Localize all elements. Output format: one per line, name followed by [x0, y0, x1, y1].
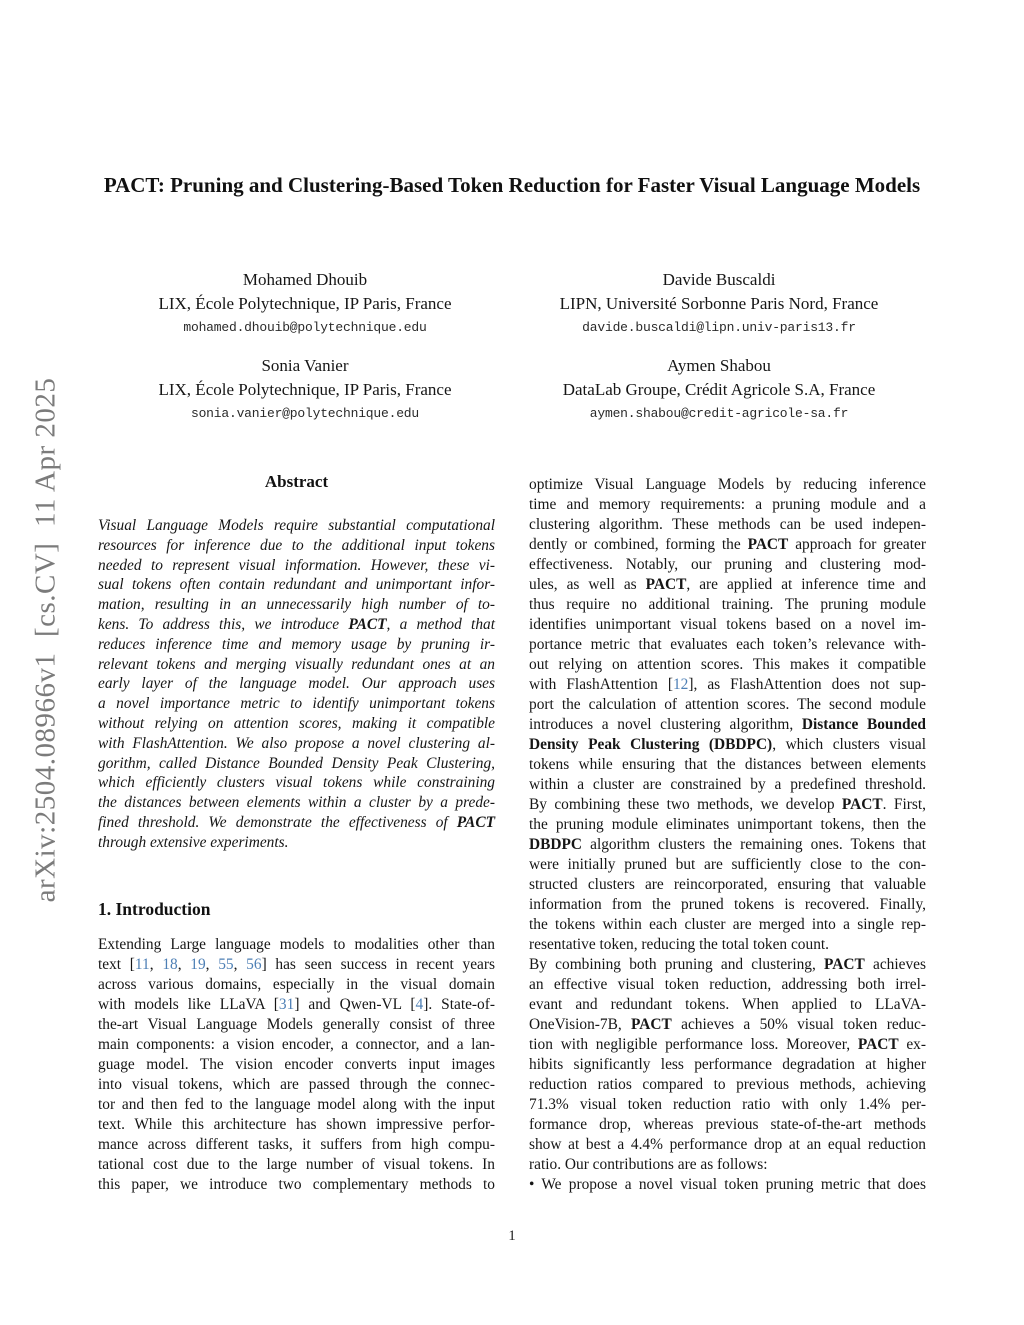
text-segment: Distance Bounded: [801, 716, 926, 733]
text-line: [529, 535, 926, 555]
text-line: [529, 1075, 926, 1095]
text-segment: approach for greater: [788, 536, 926, 553]
text-segment: information from the pruned tokens is recovered. Finally,: [529, 896, 926, 913]
text-segment: through extensive experiments.: [98, 833, 289, 851]
text-segment: , a method that: [386, 615, 495, 633]
text-segment: tor and then fed to the language model along with the input: [98, 1095, 495, 1113]
text-line: [529, 895, 926, 915]
text-line: [529, 475, 926, 495]
text-segment: , are applied at inference time and: [686, 576, 927, 593]
author-block: [98, 268, 512, 340]
text-line: [98, 575, 495, 595]
text-line: [529, 1095, 926, 1115]
text-segment: resources for inference due to the additional input tokens: [98, 536, 495, 554]
text-segment: reduces inference time and memory usage by pruning ir-: [98, 635, 495, 653]
author-affiliation: LIPN, Université Sorbonne Paris Nord, France: [559, 294, 879, 313]
text-segment: achieves: [864, 956, 926, 973]
text-segment: PACT: [747, 536, 789, 553]
text-segment: ,: [149, 955, 163, 973]
text-segment: fined threshold. We demonstrate the effectiveness of: [98, 813, 457, 831]
text-line: [529, 995, 926, 1015]
text-segment: portance metric that evaluates each token’s relevance with-: [529, 636, 926, 653]
text-segment: effectiveness. Notably, our pruning and clustering mod-: [529, 556, 926, 573]
text-line: [529, 955, 926, 975]
text-line: [529, 655, 926, 675]
text-segment: relevant tokens and merging visually redundant ones at an: [98, 655, 495, 673]
citation-link[interactable]: 12: [672, 676, 689, 693]
text-segment: the distances between elements within a cluster by a prede-: [98, 794, 495, 812]
text-segment: hibits significantly less performance degradation at higher: [529, 1056, 926, 1073]
citation-link[interactable]: 56: [246, 955, 262, 973]
text-segment: port the calculation of attention scores. The second module: [529, 696, 926, 713]
text-line: [529, 855, 926, 875]
page-number: 1: [508, 1228, 516, 1244]
text-segment: DBDPC: [529, 836, 583, 853]
text-segment: show at best a 4.4% performance drop at an equal reduction: [529, 1136, 926, 1153]
text-segment: . First,: [882, 796, 926, 813]
text-line: [98, 1135, 495, 1155]
text-segment: PACT: [456, 813, 495, 831]
text-segment: needed to represent visual information. However, these vi-: [98, 556, 495, 574]
text-segment: ex-: [898, 1036, 926, 1053]
author-name: Sonia Vanier: [261, 356, 349, 375]
citation-link[interactable]: 19: [190, 955, 206, 973]
text-line: [98, 1015, 495, 1035]
text-segment: guage model. The vision encoder converts input images: [98, 1055, 495, 1073]
text-line: [529, 1175, 926, 1195]
text-segment: main components: a vision encoder, a connector, and a lan-: [98, 1035, 495, 1053]
text-segment: kens. To address this, we introduce: [98, 615, 349, 633]
text-segment: resentative token, reducing the total token count.: [529, 936, 830, 953]
text-line: [529, 975, 926, 995]
text-segment: dently or combined, forming the: [529, 536, 748, 553]
text-segment: thus require no additional training. The pruning module: [529, 596, 926, 613]
text-line: [529, 815, 926, 835]
text-segment: , which clusters visual: [772, 736, 927, 753]
right-column: [529, 470, 926, 1195]
text-line: [529, 515, 926, 535]
text-line: [98, 793, 495, 813]
text-segment: were initially pruned but are sufficiently close to the con-: [529, 856, 926, 873]
author-name: Aymen Shabou: [667, 356, 771, 375]
text-segment: formance drop, whereas previous state-of-the-art methods: [529, 1116, 926, 1133]
text-segment: this paper, we introduce two complementary methods to: [98, 1175, 495, 1193]
text-line: [98, 975, 495, 995]
text-segment: into visual tokens, which are passed through the connec-: [98, 1075, 495, 1093]
text-segment: the-art Visual Language Models generally consist of three: [98, 1015, 495, 1033]
text-line: [98, 674, 495, 694]
text-line: [529, 875, 926, 895]
text-segment: algorithm clusters the remaining ones. Tokens that: [582, 836, 926, 853]
author-email[interactable]: sonia.vanier@polytechnique.edu: [190, 406, 420, 421]
text-segment: with models like LLaVA [: [98, 995, 279, 1013]
author-email[interactable]: aymen.shabou@credit-agricole-sa.fr: [589, 406, 849, 421]
citation-link[interactable]: 31: [278, 995, 295, 1013]
text-line: [529, 675, 926, 695]
text-line: [98, 1155, 495, 1175]
left-column: [98, 470, 495, 1195]
text-segment: Visual Language Models require substantial computational: [98, 517, 495, 534]
text-segment: introduces a novel clustering algorithm,: [529, 716, 802, 733]
text-line: [529, 755, 926, 775]
text-segment: mance across different tasks, it suffers from high compu-: [98, 1135, 495, 1153]
text-segment: with FlashAttention [: [529, 676, 673, 693]
text-segment: which efficiently clusters visual tokens while constraining: [98, 774, 495, 792]
text-segment: ,: [177, 955, 191, 973]
text-line: [529, 1115, 926, 1135]
text-line: [98, 754, 495, 774]
text-segment: ] and Qwen-VL [: [294, 995, 416, 1013]
text-line: [98, 536, 495, 556]
text-segment: the tokens within each cluster are merged into a single rep-: [529, 916, 926, 933]
text-line: [98, 1115, 495, 1135]
author-affiliation: DataLab Groupe, Crédit Agricole S.A, France: [562, 380, 876, 399]
text-line: [529, 575, 926, 595]
text-line: [98, 813, 495, 833]
text-segment: Extending Large language models to modalities other than: [98, 935, 495, 953]
text-segment: early layer of the language model. Our approach uses: [98, 675, 495, 693]
text-line: [98, 995, 495, 1015]
citation-link[interactable]: 11: [134, 955, 150, 973]
citation-link[interactable]: 55: [218, 955, 234, 973]
text-segment: PACT: [645, 576, 687, 593]
text-segment: tion with negligible performance loss. Moreover,: [529, 1036, 858, 1053]
paper-title: PACT: Pruning and Clustering-Based Token Reduction for Faster Visual Language Models: [103, 173, 921, 197]
text-segment: PACT: [841, 796, 883, 813]
author-affiliation: LIX, École Polytechnique, IP Paris, France: [158, 380, 452, 399]
text-line: [529, 695, 926, 715]
text-segment: evant and redundant tokens. When applied to LLaVA-: [529, 996, 926, 1013]
text-line: [529, 1055, 926, 1075]
text-line: [529, 555, 926, 575]
text-line: [98, 694, 495, 714]
text-line: [98, 635, 495, 655]
text-line: [529, 595, 926, 615]
text-segment: identifies unimportant visual tokens based on a novel im-: [529, 616, 926, 633]
text-segment: ,: [205, 955, 219, 973]
text-line: [529, 795, 926, 815]
text-line: [529, 495, 926, 515]
text-line: [98, 595, 495, 615]
text-line: [98, 734, 495, 754]
text-segment: an effective visual token reduction, addressing both irrel-: [529, 976, 926, 993]
text-line: [98, 955, 495, 975]
author-block: [98, 354, 512, 426]
text-segment: 71.3% visual token reduction ratio with only 1.4% per-: [529, 1096, 926, 1113]
text-line: [98, 1075, 495, 1095]
text-segment: ] has seen success in recent years: [261, 955, 495, 973]
text-line: [98, 714, 495, 734]
text-segment: text. While this architecture has shown impressive perfor-: [98, 1115, 495, 1133]
author-name: Davide Buscaldi: [662, 270, 776, 289]
text-segment: Density Peak Clustering (DBDPC): [529, 736, 773, 753]
arxiv-watermark: arXiv:2504.08966v1 [cs.CV] 11 Apr 2025: [29, 377, 62, 903]
text-segment: across various domains, especially in the visual domain: [98, 975, 495, 993]
text-segment: tational cost due to the large number of visual tokens. In: [98, 1155, 495, 1173]
text-line: [98, 1035, 495, 1055]
text-segment: structed clusters are reincorporated, ensuring that valuable: [529, 876, 926, 893]
text-segment: OneVision-7B,: [529, 1016, 632, 1033]
author-name: Mohamed Dhouib: [242, 270, 368, 289]
author-block: [512, 268, 926, 340]
text-line: [98, 833, 495, 853]
right-column-text: [529, 475, 926, 1195]
text-segment: ]. State-of-: [423, 995, 496, 1013]
introduction-text: [98, 935, 495, 1195]
text-segment: ,: [233, 955, 247, 973]
author-block: [512, 354, 926, 426]
text-segment: text [: [98, 955, 135, 973]
text-segment: reduction ratios compared to previous methods, achieving: [529, 1076, 926, 1093]
introduction-heading: 1. Introduction: [98, 898, 211, 919]
text-line: [529, 715, 926, 735]
text-segment: By combining both pruning and clustering,: [529, 956, 825, 973]
text-line: [98, 1095, 495, 1115]
text-segment: PACT: [857, 1036, 899, 1053]
text-line: [529, 1015, 926, 1035]
text-segment: sual tokens often contain redundant and unimportant infor-: [98, 576, 495, 594]
text-line: [98, 773, 495, 793]
text-line: [529, 775, 926, 795]
text-segment: By combining these two methods, we develop: [529, 796, 842, 813]
text-line: [529, 835, 926, 855]
text-line: [529, 935, 926, 955]
text-segment: ratio. Our contributions are as follows:: [529, 1156, 768, 1173]
text-segment: with FlashAttention. We also propose a novel clustering al-: [98, 734, 495, 752]
text-segment: mation, resulting in an unnecessarily high number of to-: [98, 596, 495, 614]
text-segment: time and memory requirements: a pruning module and a: [529, 496, 926, 513]
text-segment: the pruning module eliminates unimportant tokens, then the: [529, 816, 926, 833]
text-line: [98, 655, 495, 675]
text-line: [98, 935, 495, 955]
text-segment: PACT: [348, 615, 387, 633]
text-segment: achieves a 50% visual token reduc-: [671, 1016, 927, 1033]
text-line: [529, 1135, 926, 1155]
text-line: [98, 556, 495, 576]
text-line: [529, 915, 926, 935]
authors-block: [98, 268, 926, 426]
text-line: [529, 635, 926, 655]
text-segment: optimize Visual Language Models by reducing inference: [529, 476, 926, 493]
text-segment: within a cluster are constrained by a predefined threshold.: [529, 776, 926, 793]
text-segment: • We propose a novel visual token pruning metric that does: [529, 1176, 926, 1193]
text-segment: gorithm, called Distance Bounded Density Peak Clustering,: [98, 754, 495, 772]
text-segment: ules, as well as: [529, 576, 646, 593]
text-line: [529, 1155, 926, 1175]
text-segment: ], as FlashAttention does not sup-: [688, 676, 926, 693]
text-segment: clustering algorithm. These methods can be used indepen-: [529, 516, 926, 533]
author-email[interactable]: mohamed.dhouib@polytechnique.edu: [183, 320, 427, 335]
text-segment: PACT: [824, 956, 865, 973]
text-line: [98, 615, 495, 635]
author-email[interactable]: davide.buscaldi@lipn.univ-paris13.fr: [582, 320, 856, 335]
text-line: [98, 516, 495, 536]
text-line: [529, 735, 926, 755]
text-segment: tokens while ensuring that the distances between elements: [529, 756, 926, 773]
author-affiliation: LIX, École Polytechnique, IP Paris, France: [158, 294, 452, 313]
abstract-text: [98, 516, 495, 853]
abstract-heading: Abstract: [264, 472, 329, 491]
text-segment: PACT: [631, 1016, 672, 1033]
citation-link[interactable]: 4: [415, 995, 424, 1013]
text-segment: a novel importance metric to identify unimportant tokens: [98, 695, 495, 713]
text-line: [529, 615, 926, 635]
text-line: [98, 1055, 495, 1075]
text-line: [529, 1035, 926, 1055]
citation-link[interactable]: 18: [162, 955, 178, 973]
text-line: [98, 1175, 495, 1195]
text-segment: without relying on attention scores, making it compatible: [98, 714, 495, 732]
text-segment: out relying on attention scores. This makes it compatible: [529, 656, 926, 673]
